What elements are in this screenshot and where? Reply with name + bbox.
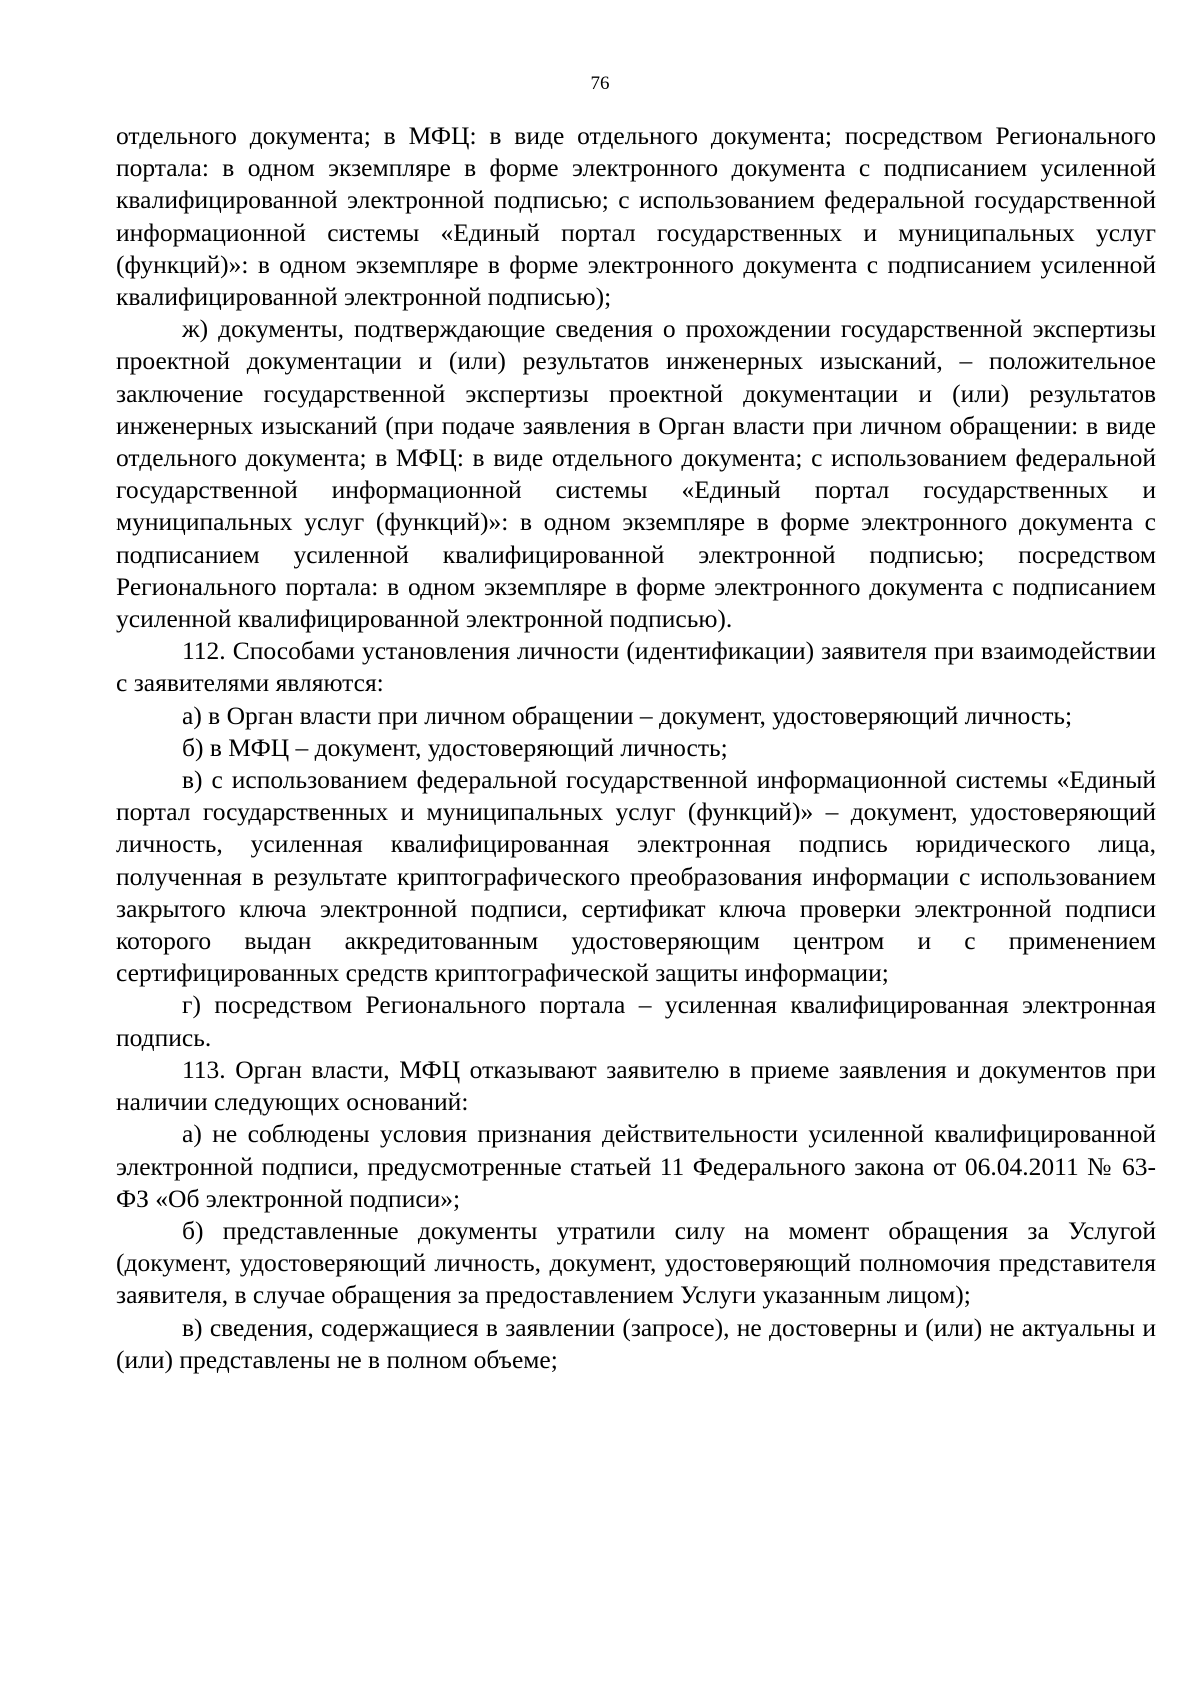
paragraph-113: 113. Орган власти, МФЦ отказывают заявителю в приеме заявления и документов при наличии следующих оснований: — [116, 1054, 1156, 1117]
paragraph-item-zh: ж) документы, подтверждающие сведения о прохождении государственной экспертизы проектной документации и (или) результатов инженерных изысканий, – положительное заключение государственной экспертизы проектной документации и (или) результатов инженерных изысканий (при подаче заявления в Орган власти при личном обращении: в виде отдельного документа; в МФЦ: в виде отдельного документа; с использованием федеральной государственной информационной системы «Единый портал государственных и муниципальных услуг (функций)»: в одном экземпляре в форме электронного документа с подписанием усиленной квалифицированной электронной подписью; посредством Регионального портала: в одном экземпляре в форме электронного документа с подписанием усиленной квалифицированной электронной подписью). — [116, 314, 1156, 634]
paragraph-113-b: б) представленные документы утратили силу на момент обращения за Услугой (документ, удостоверяющий личность, документ, удостоверяющий полномочия представителя заявителя, в случае обращения за предоставлением Услуги указанным лицом); — [116, 1215, 1156, 1310]
paragraph-continuation: отдельного документа; в МФЦ: в виде отдельного документа; посредством Регионального портала: в одном экземпляре в форме электронного документа с подписанием усиленной квалифицированной электронной подписью; с использованием федеральной государственной информационной системы «Единый портал государственных и муниципальных услуг (функций)»: в одном экземпляре в форме электронного документа с подписанием усиленной квалифицированной электронной подписью); — [116, 121, 1156, 312]
paragraph-113-v: в) сведения, содержащиеся в заявлении (запросе), не достоверны и (или) не актуальны и (или) представлены не в полном объеме; — [116, 1312, 1156, 1374]
paragraph-112: 112. Способами установления личности (идентификации) заявителя при взаимодействии с заявителями являются: — [116, 636, 1156, 698]
document-text — [116, 120, 1156, 1376]
paragraph-112-v: в) с использованием федеральной государственной информационной системы «Единый портал государственных и муниципальных услуг (функций)» – документ, удостоверяющий личность, усиленная квалифицированная электронная подпись юридического лица, полученная в результате криптографического преобразования информации с использованием закрытого ключа электронной подписи, сертификат ключа проверки электронной подписи которого выдан аккредитованным удостоверяющим центром и с применением сертифицированных средств криптографической защиты информации; — [116, 765, 1156, 988]
paragraph-113-a: а) не соблюдены условия признания действительности усиленной квалифицированной электронной подписи, предусмотренные статьей 11 Федерального закона от 06.04.2011 № 63-ФЗ «Об электронной подписи»; — [116, 1119, 1156, 1213]
paragraph-112-a: а) в Орган власти при личном обращении – документ, удостоверяющий личность; — [182, 700, 1073, 730]
paragraph-112-b: б) в МФЦ – документ, удостоверяющий личность; — [182, 732, 728, 762]
page-number: 76 — [590, 73, 610, 94]
paragraph-112-g: г) посредством Регионального портала – усиленная квалифицированная электронная подпись. — [116, 990, 1156, 1052]
